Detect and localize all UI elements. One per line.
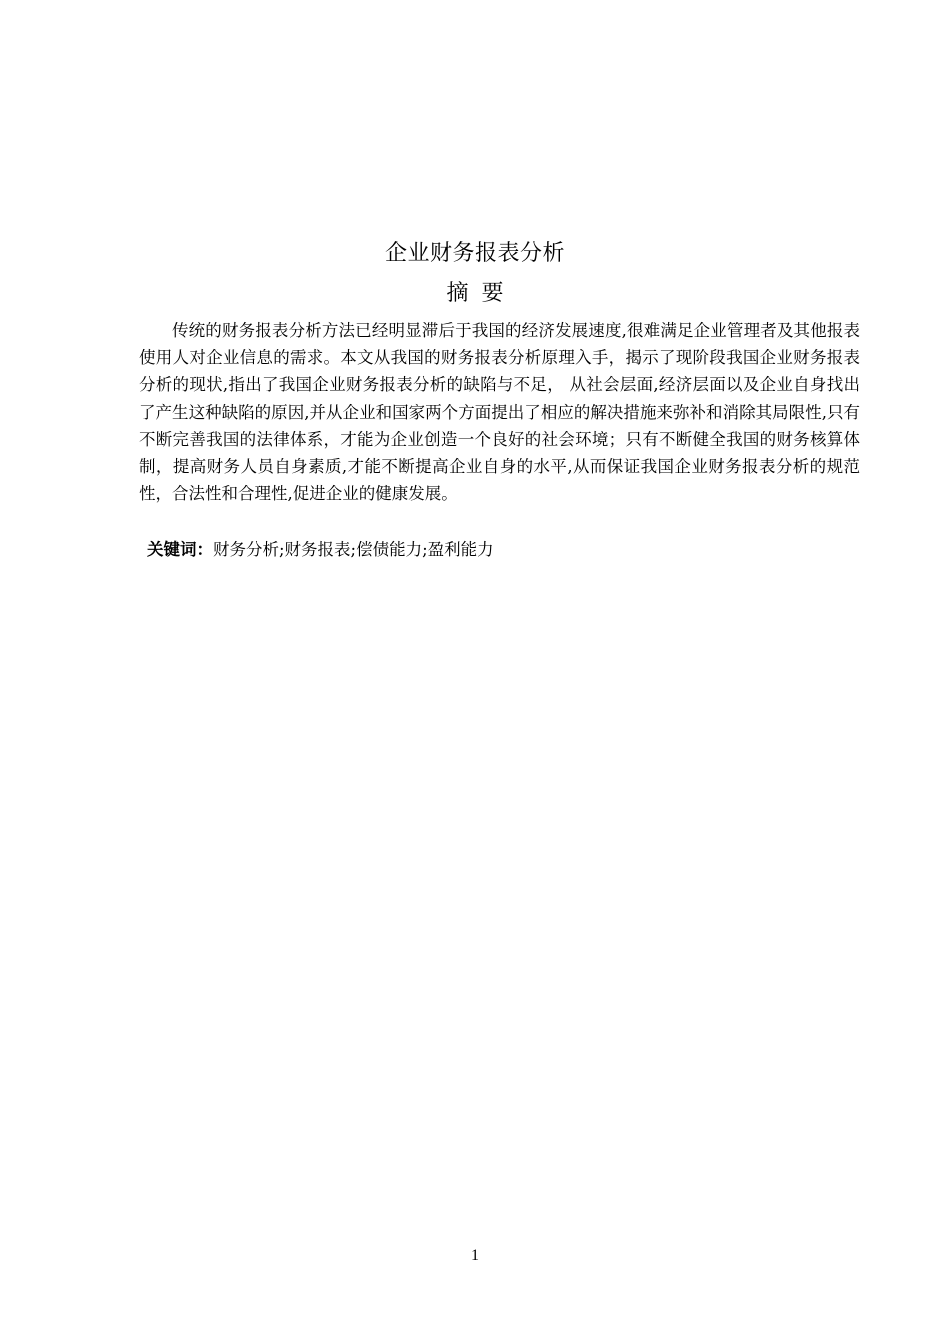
page-number: 1 xyxy=(471,1247,479,1264)
abstract-paragraph: 传统的财务报表分析方法已经明显滞后于我国的经济发展速度,很难满足企业管理者及其他报表使用人对企业信息的需求。本文从我国的财务报表分析原理入手，揭示了现阶段我国企业财务报表分析的现状,指出了我国企业财务报表分析的缺陷与不足， 从社会层面,经济层面以及企业自身找出了产生这种缺陷的原因,并从企业和国家两个方面提出了相应的解决措施来弥补和消除其局限性,只有不断完善我国的法律体系，才能为企业创造一个良好的社会环境；只有不断健全我国的财务核算体制，提高财务人员自身素质,才能不断提高企业自身的水平,从而保证我国企业财务报表分析的规范性，合法性和合理性,促进企业的健康发展。 xyxy=(139,321,860,504)
abstract-heading: 摘 要 xyxy=(446,281,504,306)
keywords-line xyxy=(147,536,847,564)
keywords-label: 关键词： xyxy=(147,540,213,559)
document-title: 企业财务报表分析 xyxy=(384,241,565,266)
keywords-value: 财务分析;财务报表;偿债能力;盈利能力 xyxy=(213,540,494,559)
